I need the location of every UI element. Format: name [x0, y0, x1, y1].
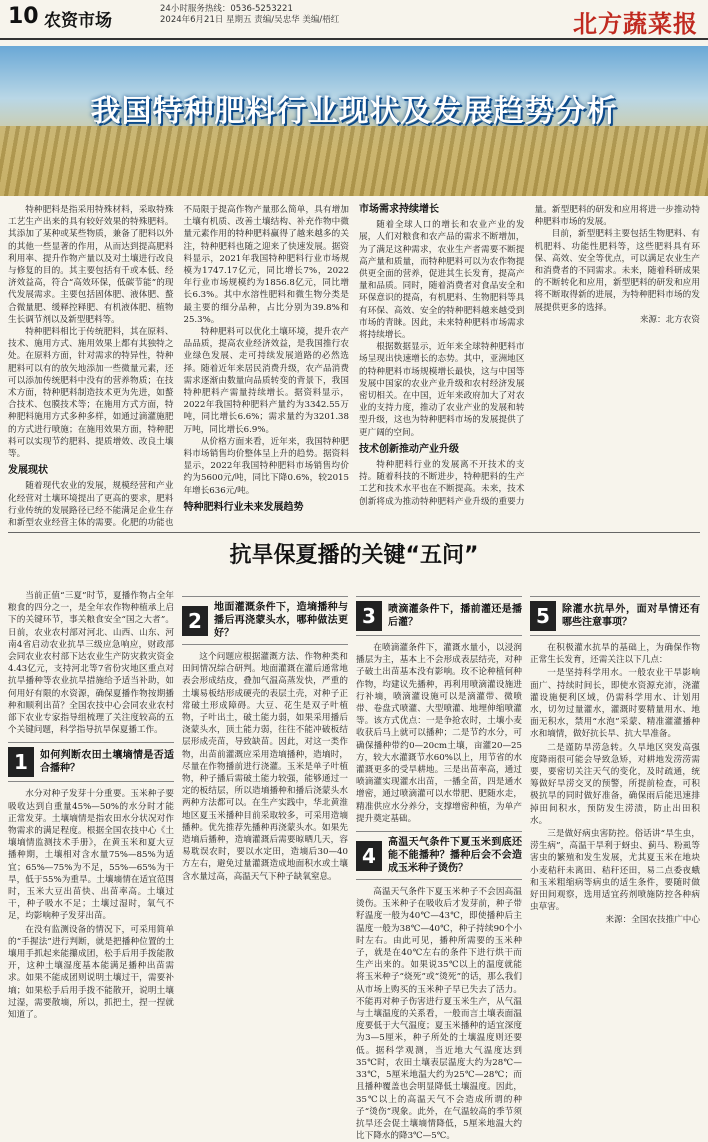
paragraph: 目前，新型肥料主要包括生物肥料、有机肥料、功能性肥料等，这些肥料具有环保、高效、安全等优点，可以满足农业生产和消费者的不同需求。未来，随着科研成果的不断转化和应用，新型肥料的研发和应用将不断取得新的进展，为特种肥料市场的发展提供更多的选择。: [534, 229, 700, 313]
paragraph: 水分对种子发芽十分重要。玉米种子要吸收达到自重量45%—50%的水分时才能正常发芽。土壤墒情是指农田水分状况对作物需求的满足程度。根据全国农技中心《土壤墒情监测技术手册》，在黄玉米和夏大豆播种期，土壤相对含水量75%—85%为适宜；65%—75%为不足，55%—65%为干旱，低于55%为重旱。土壤墒情在适宜范围时，玉米大豆出苗快、出苗率高。土壤过干，种子吸水不足；土壤过湿时，氧气不足，均影响种子发芽出苗。: [8, 789, 174, 922]
question-heading: 高温天气条件下夏玉米到底还能不能播种？播种后会不会造成玉米种子烫伤？: [388, 837, 522, 875]
paragraph: 特种肥料可以优化土壤环境，提升农产品品质，提高农业经济效益，是我国推行农业绿色发展、走可持续发展道路的必然选择。随着近年来居民消费升级，农产品消费需求逐渐由数量向品质转变的背景下，我国特种肥料产需量持续增长。据资料显示，2022年我国特种肥料产量约为3342.55万吨，同比增长6.6%；需求量约为3201.38万吨，同比增长6.9%。: [183, 327, 349, 435]
paragraph: 当前正值“三夏”时节，夏播作物占全年粮食的四分之一，是全年农作物种植承上启下的关键环节，事关粮食安全“国之大者”。日前，农业农村部对河北、山西、山东、河南4省启动农业抗旱三级应急响应，财政部会同农业农村部下达农业生产防灾救灾资金4.43亿元，支持河北等7省份灾地区重点对抗旱播种等农业抗旱措施给予适当补助，如何用好有限的水资源，确保夏播作物按期播种和顺利出苗？全国农技中心会同农业农村部下农业专家指导组梳理了关注度较高的五个关键问题，科学指导抗旱保夏播工作。: [8, 591, 174, 736]
section-name: 农资市场: [44, 11, 112, 31]
paragraph: 特种肥料行业的发展离不开技术的支持。随着科技的不断进步，特种肥料的生产工艺和技术水平也在不断提高。未来，技术创新将成为推动特种肥料产业升级的重要力量。新型肥料的研发和应用将进一步推动特种肥料市场的发展。: [359, 205, 700, 507]
subheading-trend: 特种肥料行业未来发展趋势: [183, 501, 304, 513]
paragraph: 在喷滴灌条件下，灌溉水量小，以浸润播层为主，基本上不会形成表层结壳，对种子破土出苗基本没有影响。玫不论种植何种作物，均建议先播种，再利用喷滴灌设施进行补墒，喷滴灌设施可以是滴灌带、微喷带、卷盘式喷灌、大型喷灌、地埋伸缩喷灌等。该方式优点：一是争抢农时，土壤小麦收获后马上就可以播种；二是节约水分，可确保播种带约0—20cm土壤，亩灌20—25方，较大水灌溉节水60%以上，用节省的水灌溉更多的受旱耕地。三是出苗率高，通过喷滴灌实现灌水出苗，一播全苗，四是通水增密，通过喷滴灌可以水带肥、肥随水走，精准供应水分养分，支撑增密种植，为单产提升奠定基础。: [356, 643, 522, 824]
question-number: 1: [8, 747, 34, 777]
paragraph: 随着现代农业的发展，规模经营和产业化经营对土壤环境提出了更高的要求，肥料行业传统的发展路径已经不能满足企业生存和新型农业经营主体的需要。化肥的功能也不局限于提高作物产量那么简单，具有增加土壤有机质、改善土壤结构、补充作物中微量元素作用的特种肥料赢得了越来越多的关注，特种肥料也随之迎来了快速发展。据资料显示，2021年我国特种肥料行业市场规模为1747.17亿元，同比增长7%，2022年行业市场规模约为1856.8亿元，同比增长6.3%。其中水溶性肥料和微生物分类是最主要的细分品种，占比分别为39.8%和25.3%。: [8, 205, 349, 529]
paragraph: 高温天气条件下夏玉米种子不会因高温烫伤。玉米种子在吸收后才发芽前，种子带籽温度一般为40℃—43℃，即使播种后主温度一般为38℃—40℃，种子持续90个小时左右。由此可见，播种所需要的玉米种子，就是在40℃左右的条件下进行烘干而生产出来的。如果说35℃以上的温度就能将玉米种子“烧死”或“烫死”的话，那么我们从市场上购买的玉米种子早已失去了活力。不能再对种子伤害进行夏玉米生产，从气温与土壤温度的关系看，一般而言土壤表面温度要低于大气温度；夏玉米播种的适宜深度为3—5厘米，种子所处的土壤温度则还要低。据科学观测，当近地大气温度达到35℃时，农田土壤表层温度大约为28℃—33℃，5厘米地温大约为25℃—28℃；而且播种覆盖也会明显降低土壤温度。因此，35℃以上的高温天气不会造成所谓的种子“烫伤”现象。此外，在气温较高的季节须抗旱还会促土壤墒情降低，5厘米地温大约比下降水的降3℃—5℃。: [356, 887, 522, 1142]
question-box-4: [356, 831, 522, 880]
article2-column-3: [356, 590, 522, 1142]
paragraph: 根据数据显示，近年来全球特种肥料市场呈现出快速增长的态势。其中，亚洲地区的特种肥料市场规模增长最快，这与中国等发展中国家的农业产业升级和农村经济发展密切相关。在中国，近年来政府加大了对农业的支持力度，推动了农业产业的发展和转型升级，这也为特种肥料市场的发展提供了更广阔的空间。: [359, 342, 525, 438]
paragraph: 随着全球人口的增长和农业产业的发展，人们对粮食和农产品的需求不断增加，为了满足这种需求，农业生产者需要不断提高产量和质量，而特种肥料可以为农作物提供更全面的营养，促进其生长发育，提高产量和品质。同时，随着消费者对食品安全和环保意识的提高，有机肥料、生物肥料等具有环保、高效、安全的特种肥料越来越受到市场的青睐。因此，未来特种肥料市场需求将持续增长。: [359, 220, 525, 341]
article2-column-4: [530, 590, 700, 1060]
paragraph: 特种肥料相比于传统肥料，其在原料、技术、施用方式、施用效果上都有其独特之处。在原料方面，针对需求的特异性，特种肥料可以有的放矢地添加一些微量元素，还可以添加传统肥料中没有的营养物质；在技术方面，特种肥料制造技术更为先进，如螯合技术、包膜技术等；在施用方式方面，特种肥料施用方式多种多样，如通过滴灌施肥的方式进行喷施；在施用效果方面，特种肥料可以实现节约肥料、提质增效、改良土壤等。: [8, 327, 174, 460]
paragraph: 二是谨防旱涝急转。久旱地区突发高强度降雨很可能会导致急矫，对耕地发涝涝需要，要密切关注天气的变化，及时疏通，统筹做好旱涝交叉的预警，所提前检查，可积极抗旱的同时做好准备，确保雨后能迅速排掉田间积水，预防发生涝渍，防止出田积水。: [530, 742, 700, 826]
question-box-5: [530, 596, 700, 636]
article2-column-2: [182, 590, 348, 1060]
article2-source: 来源：全国农技推广中心: [605, 915, 700, 926]
article1-body: [8, 204, 700, 530]
question-heading: 喷滴灌条件下，播前灌还是播后灌？: [388, 604, 522, 628]
paragraph: 这个问题应根据灌溉方法、作物种类和田间情况综合研判。地面灌溉在灌后通常地表会形成结皮，叠加气温高蒸发快，严重的土壤易板结形成硬壳的表层土壳，对种子正常破土形成障碍。大豆、花生是双子叶植物，子叶出土，破土能力弱，如果采用播后浇蒙头水，顶土能力弱，往往不能冲破板结层形成壳苗，导致缺苗。因此，对这一类作物，出苗前灌溉应采用造墒播种，造墒时，尽量在作物播前进行浇灌。玉米是单子叶植物，种子播后需破土能力较强，能够通过一定的板结层，所以造墒播种和播后浇蒙头水两种方法都可以。在生产实践中，华北黄淮地区夏玉米播种目前采取较多，可采用造墒播种。优先推荐先播种再浇蒙头水。如果先造墒后播种，造墒灌溉后需要晾晒几天，容易耽误农时，要以水定田，造墒后30—40方左右，避免过量灌溉造成地面积水或土壤含水量过高，高温天气下种子缺氧窒息。: [182, 652, 348, 882]
hotline: 24小时服务热线：0536-5253221: [160, 4, 293, 14]
question-box-1: [8, 742, 174, 782]
section-divider: [8, 532, 700, 533]
date-line: 2024年6月21日 星期五 责编/吴忠华 美编/梧红: [160, 15, 340, 25]
article1-title: 我国特种肥料行业现状及发展趋势分析: [90, 94, 618, 129]
question-heading: 地面灌溉条件下，造墒播种与播后再浇蒙头水，哪种做法更好？: [214, 602, 348, 639]
article2-column-1: [8, 590, 174, 1060]
header-meta: [160, 4, 339, 26]
subheading-tech: 技术创新推动产业升级: [359, 443, 459, 455]
question-number: 2: [182, 606, 208, 636]
article2-title: 抗旱保夏播的关键“五问”: [229, 543, 479, 568]
newspaper-logo: 北方蔬菜报: [573, 9, 698, 38]
paragraph: 一是坚持科学用水。一般农业干旱影响面广、持续时间长，即使水资源充沛，浇灌灌设施便利区域，仍需科学用水、计划用水，切勿过量灌水，灌溉时要精量用水、地面无积水，禁用“水泡”采蒙、精准灌灌播种水和墒情，做好抗长旱、抗大旱准备。: [530, 668, 700, 740]
question-number: 4: [356, 841, 382, 871]
article1-source: 来源：北方农资: [639, 314, 700, 325]
question-number: 5: [530, 601, 556, 631]
question-heading: 如何判断农田土壤墒情是否适合播种？: [40, 750, 174, 775]
subheading-trend-sub: 市场需求持续增长: [359, 204, 439, 215]
wheat-field-image: [0, 126, 708, 196]
paragraph: 特种肥料是指采用特殊材料，采取特殊工艺生产出来的具有较好效果的特殊肥料。其添加了某种或某些物质，兼备了肥料以外的其他一些显著的作用，从而达到提高肥料利用率、提升作物产量以及对土壤进行改良与修复的目的。其主要包括有千或本低、经济效益高，符合“高效环保，低碳节能”的现代发展需求。主要包括固体肥、液体肥、螯合微量肥、缓释控释肥、有机液体肥、植物生长调节剂以及新型肥料等。: [8, 205, 174, 325]
page-number: 10: [8, 4, 39, 29]
paragraph: 在没有监测设备的情况下，可采用简单的“手握法”进行判断，就是把播种位置的土壤用手抓起来能攥成团，松手后用手拨能散开，这种土壤湿度基本能满足播种出苗需求。如果不能成团则说明土壤过干，需要补墒；如果松手后用手拨不能散开，说明土壤过湿，需要散墒，所以，抓把土，捏一捏就知道了。: [8, 924, 174, 1021]
paragraph: 三是做好病虫害防控。俗话讲“旱生虫，涝生病”，高温干旱利于蚜虫、蓟马、粉虱等害虫的繁殖和发生发展，尤其夏玉米在地块小麦秸秆未离田、秸秆还田，易二点委夜蛾和玉米粗缩病等病虫的适生条件，要随时做好田间观察，选用适宜药剂喷施防控各种病虫草害。: [530, 829, 700, 913]
masthead: [0, 0, 708, 40]
paragraph: 从价格方面来看，近年来，我国特种肥料市场销售均价整体呈上升的趋势。据资料显示，2022年我国特种肥料市场销售均价约为5600元/吨，同比下降0.6%，较2015年增长636元/吨。: [183, 436, 349, 496]
question-number: 3: [356, 601, 382, 631]
paragraph: 在积极灌水抗旱的基础上，为确保作物正常生长发育，还需关注以下几点：: [530, 643, 700, 666]
article1-banner: [0, 46, 708, 196]
subheading-status: 发展现状: [8, 465, 48, 477]
question-box-2: [182, 596, 348, 645]
question-box-3: [356, 596, 522, 636]
question-heading: 除灌水抗旱外，面对旱情还有哪些注意事项？: [562, 604, 700, 628]
